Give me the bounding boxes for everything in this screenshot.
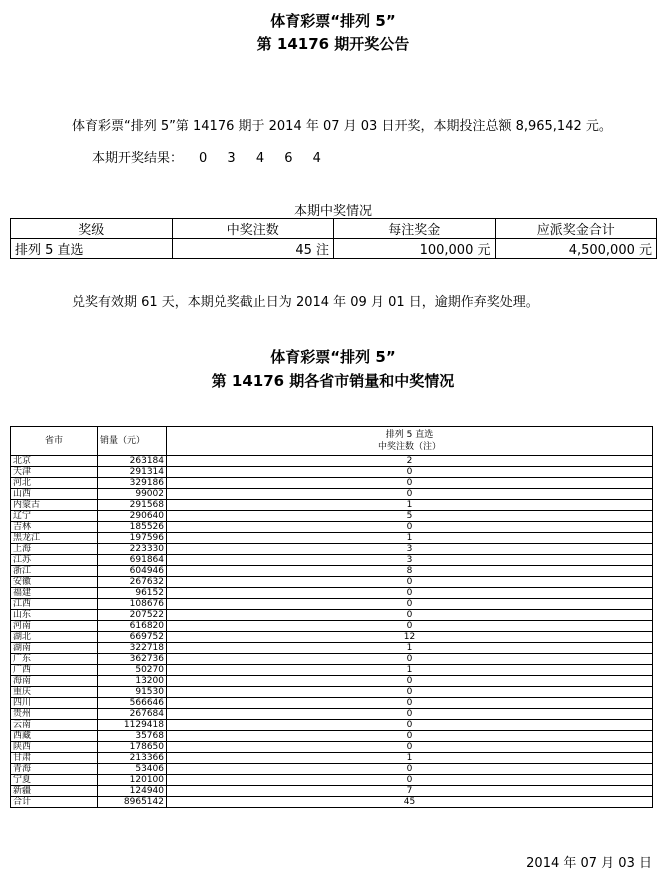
winners-header-line1: 排列 5 直选 <box>385 430 434 440</box>
table-row <box>11 610 653 621</box>
province-winners: 0 <box>167 654 653 665</box>
province-sales: 291568 <box>98 500 167 511</box>
province-sales: 99002 <box>98 489 167 500</box>
province-sales: 35768 <box>98 731 167 742</box>
table-row <box>11 720 653 731</box>
province-winners: 0 <box>167 709 653 720</box>
province-name: 辽宁 <box>11 511 98 522</box>
table-row <box>11 478 653 489</box>
province-winners: 0 <box>167 478 653 489</box>
province-name: 青海 <box>11 764 98 775</box>
table-row <box>11 698 653 709</box>
province-name: 广西 <box>11 665 98 676</box>
page-title: 体育彩票“排列 5” <box>270 12 396 30</box>
table-row <box>11 731 653 742</box>
province-winners: 0 <box>167 467 653 478</box>
province-sales: 566646 <box>98 698 167 709</box>
table-row <box>11 775 653 786</box>
province-winners: 1 <box>167 753 653 764</box>
province-name: 河北 <box>11 478 98 489</box>
province-winners: 1 <box>167 533 653 544</box>
province-name: 天津 <box>11 467 98 478</box>
prize-row <box>11 239 657 259</box>
province-section-title: 体育彩票“排列 5” <box>270 348 396 366</box>
province-winners: 1 <box>167 643 653 654</box>
prize-total: 4,500,000 元 <box>495 239 657 259</box>
winners-header <box>167 427 653 456</box>
prize-header-level: 奖级 <box>11 219 173 239</box>
province-name: 吉林 <box>11 522 98 533</box>
table-row <box>11 467 653 478</box>
table-row <box>11 511 653 522</box>
province-winners: 8 <box>167 566 653 577</box>
table-row <box>11 709 653 720</box>
province-header: 省市 <box>11 427 98 456</box>
province-winners: 0 <box>167 599 653 610</box>
province-name: 江西 <box>11 599 98 610</box>
province-sales: 8965142 <box>98 797 167 808</box>
table-row <box>11 555 653 566</box>
province-name: 甘肃 <box>11 753 98 764</box>
table-row <box>11 577 653 588</box>
province-name: 贵州 <box>11 709 98 720</box>
province-sales: 197596 <box>98 533 167 544</box>
province-table-header <box>11 427 653 456</box>
province-name: 内蒙古 <box>11 500 98 511</box>
province-winners: 1 <box>167 500 653 511</box>
province-table-body <box>11 456 653 808</box>
table-row <box>11 544 653 555</box>
table-row <box>11 643 653 654</box>
province-sales: 213366 <box>98 753 167 764</box>
province-name: 湖北 <box>11 632 98 643</box>
province-name: 北京 <box>11 456 98 467</box>
announcement-date: 2014 年 07 月 03 日 <box>526 856 652 871</box>
province-winners: 3 <box>167 544 653 555</box>
province-sales: 185526 <box>98 522 167 533</box>
province-sales: 53406 <box>98 764 167 775</box>
province-section-subtitle: 第 14176 期各省市销量和中奖情况 <box>211 372 455 390</box>
table-row <box>11 566 653 577</box>
province-sales: 604946 <box>98 566 167 577</box>
province-sales: 50270 <box>98 665 167 676</box>
province-sales: 13200 <box>98 676 167 687</box>
table-row <box>11 654 653 665</box>
province-sales: 223330 <box>98 544 167 555</box>
province-sales: 207522 <box>98 610 167 621</box>
province-sales: 362736 <box>98 654 167 665</box>
province-name: 新疆 <box>11 786 98 797</box>
province-winners: 45 <box>167 797 653 808</box>
province-sales: 124940 <box>98 786 167 797</box>
prize-count: 45 注 <box>172 239 334 259</box>
table-row <box>11 533 653 544</box>
claim-expiry-notice: 兑奖有效期 61 天，本期兑奖截止日为 2014 年 09 月 01 日，逾期作弃奖处理。 <box>72 295 539 310</box>
table-row <box>11 786 653 797</box>
sales-header: 销量（元） <box>98 427 167 456</box>
province-winners: 0 <box>167 687 653 698</box>
page-subtitle: 第 14176 期开奖公告 <box>256 35 410 53</box>
province-sales: 290640 <box>98 511 167 522</box>
province-winners: 0 <box>167 676 653 687</box>
table-row <box>11 489 653 500</box>
province-sales: 322718 <box>98 643 167 654</box>
province-name: 陕西 <box>11 742 98 753</box>
table-row <box>11 764 653 775</box>
prize-header-amount: 每注奖金 <box>334 219 496 239</box>
province-sales: 96152 <box>98 588 167 599</box>
province-name: 黑龙江 <box>11 533 98 544</box>
province-winners: 12 <box>167 632 653 643</box>
province-name: 重庆 <box>11 687 98 698</box>
table-row <box>11 456 653 467</box>
province-sales: 291314 <box>98 467 167 478</box>
winners-header-line2: 中奖注数（注） <box>377 442 441 452</box>
province-winners: 0 <box>167 489 653 500</box>
province-name: 山东 <box>11 610 98 621</box>
province-winners: 2 <box>167 456 653 467</box>
prize-table <box>10 218 657 259</box>
province-winners: 0 <box>167 775 653 786</box>
province-sales: 263184 <box>98 456 167 467</box>
table-row <box>11 742 653 753</box>
province-name: 宁夏 <box>11 775 98 786</box>
table-row <box>11 753 653 764</box>
province-winners: 3 <box>167 555 653 566</box>
table-row <box>11 500 653 511</box>
province-name: 山西 <box>11 489 98 500</box>
province-name: 云南 <box>11 720 98 731</box>
province-winners: 1 <box>167 665 653 676</box>
province-sales: 1129418 <box>98 720 167 731</box>
province-name: 海南 <box>11 676 98 687</box>
province-sales: 108676 <box>98 599 167 610</box>
province-sales: 91530 <box>98 687 167 698</box>
province-winners: 0 <box>167 720 653 731</box>
province-winners: 0 <box>167 764 653 775</box>
table-row <box>11 797 653 808</box>
province-winners: 5 <box>167 511 653 522</box>
province-winners: 0 <box>167 577 653 588</box>
province-winners: 0 <box>167 610 653 621</box>
province-sales: 267632 <box>98 577 167 588</box>
table-row <box>11 621 653 632</box>
province-winners: 0 <box>167 522 653 533</box>
table-row <box>11 676 653 687</box>
prize-table-caption: 本期中奖情况 <box>293 204 372 219</box>
prize-amount: 100,000 元 <box>334 239 496 259</box>
prize-header-count: 中奖注数 <box>172 219 334 239</box>
table-row <box>11 599 653 610</box>
province-name: 西藏 <box>11 731 98 742</box>
province-name: 安徽 <box>11 577 98 588</box>
province-sales: 120100 <box>98 775 167 786</box>
province-sales: 329186 <box>98 478 167 489</box>
province-name: 合计 <box>11 797 98 808</box>
prize-table-header <box>11 219 657 239</box>
province-winners: 0 <box>167 731 653 742</box>
province-name: 江苏 <box>11 555 98 566</box>
prize-header-total: 应派奖金合计 <box>495 219 657 239</box>
province-name: 广东 <box>11 654 98 665</box>
province-sales: 669752 <box>98 632 167 643</box>
draw-result <box>92 147 329 166</box>
province-name: 湖南 <box>11 643 98 654</box>
province-winners: 0 <box>167 621 653 632</box>
table-row <box>11 632 653 643</box>
province-winners: 0 <box>167 742 653 753</box>
province-name: 福建 <box>11 588 98 599</box>
province-winners: 0 <box>167 698 653 709</box>
table-row <box>11 588 653 599</box>
table-row <box>11 665 653 676</box>
draw-summary: 体育彩票“排列 5”第 14176 期于 2014 年 07 月 03 日开奖，本期投注总额 8,965,142 元。 <box>72 119 612 134</box>
province-name: 河南 <box>11 621 98 632</box>
province-sales: 691864 <box>98 555 167 566</box>
province-winners: 0 <box>167 588 653 599</box>
prize-level: 排列 5 直选 <box>11 239 173 259</box>
province-name: 浙江 <box>11 566 98 577</box>
draw-result-label: 本期开奖结果： <box>92 151 184 166</box>
table-row <box>11 687 653 698</box>
province-sales: 616820 <box>98 621 167 632</box>
province-sales: 267684 <box>98 709 167 720</box>
winning-numbers: 0 3 4 6 4 <box>199 151 329 166</box>
province-name: 上海 <box>11 544 98 555</box>
province-sales: 178650 <box>98 742 167 753</box>
province-winners: 7 <box>167 786 653 797</box>
province-name: 四川 <box>11 698 98 709</box>
table-row <box>11 522 653 533</box>
province-table <box>10 426 653 808</box>
